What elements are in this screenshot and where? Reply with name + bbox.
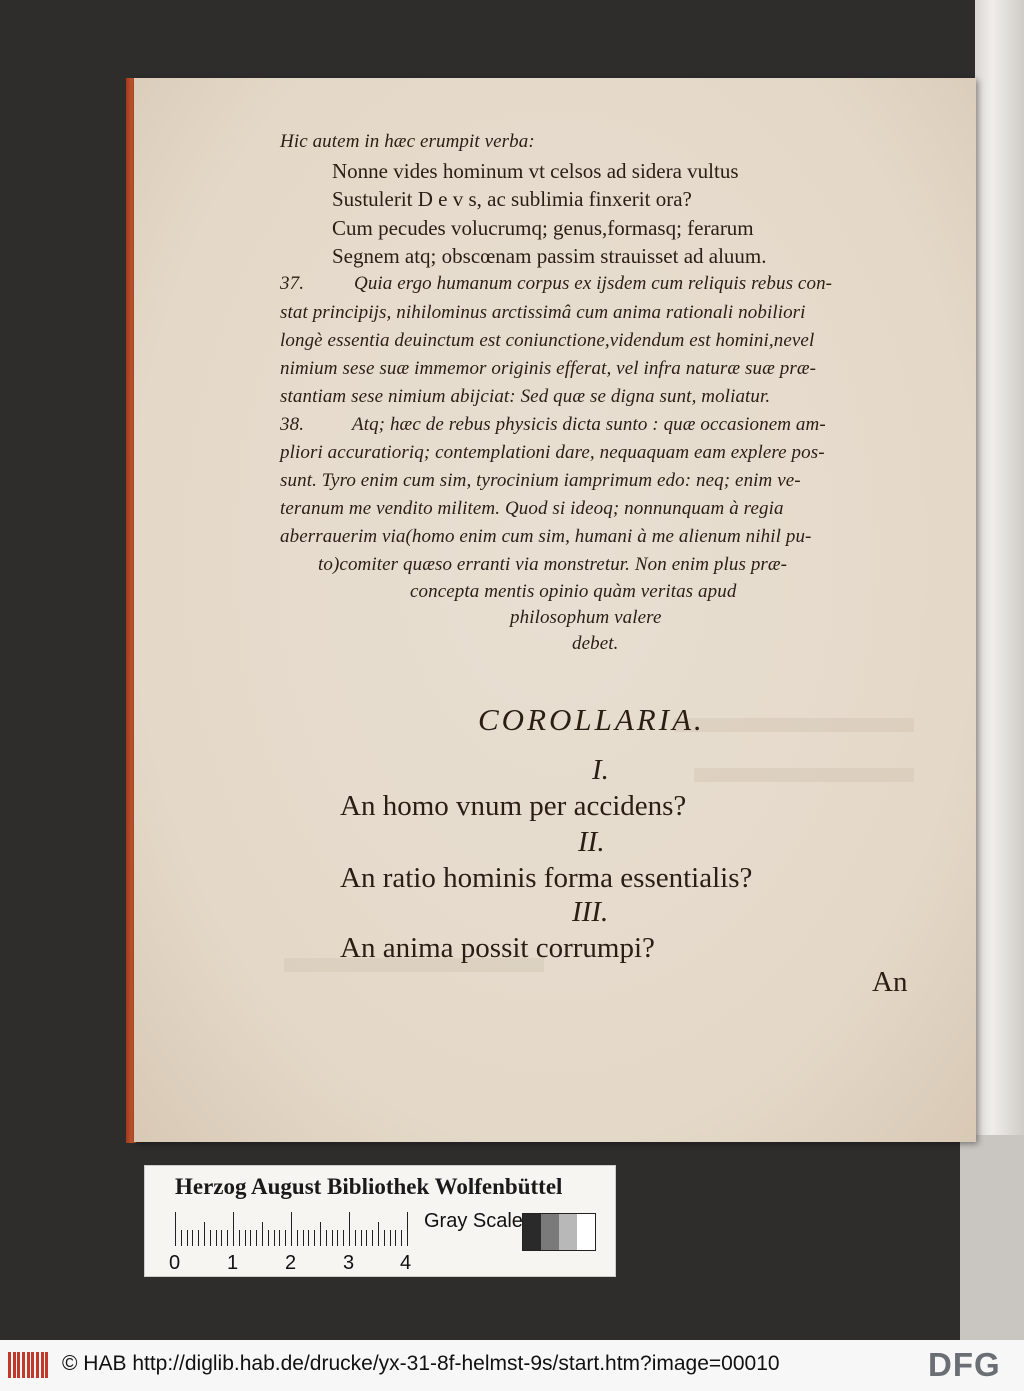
verse-line: Cum pecudes volucrumq; genus,formasq; ferarum xyxy=(332,216,754,240)
gray-swatch-0 xyxy=(523,1214,541,1250)
ruler-tick xyxy=(198,1230,199,1246)
paragraph-line: stantiam sese nimium abijciat: Sed quæ se digna sunt, moliatur. xyxy=(280,386,771,407)
corollary-text: An homo vnum per accidens? xyxy=(340,790,687,822)
ruler-label-1: 1 xyxy=(227,1252,239,1274)
ruler-tick xyxy=(384,1230,385,1246)
ruler-label-3: 3 xyxy=(343,1252,355,1274)
ruler-tick xyxy=(366,1230,367,1246)
dfg-logo: DFG xyxy=(928,1346,1001,1383)
ruler-label-4: 4 xyxy=(400,1252,412,1274)
paragraph-line: nimium sese suæ immemor originis efferat, vel infra naturæ suæ præ- xyxy=(280,358,817,379)
ruler-tick xyxy=(210,1230,211,1246)
ruler-tick xyxy=(227,1230,228,1246)
ruler-tick xyxy=(378,1222,379,1246)
ruler-tick xyxy=(337,1230,338,1246)
ruler-label-0: 0 xyxy=(169,1252,181,1274)
footer-bar xyxy=(0,1340,1024,1391)
barcode-bar xyxy=(27,1352,30,1378)
ruler-tick xyxy=(361,1230,362,1246)
barcode-bar xyxy=(45,1352,48,1378)
ruler-tick xyxy=(285,1230,286,1246)
copyright-url[interactable]: © HAB http://diglib.hab.de/drucke/yx-31-8f-helmst-9s/start.htm?image=00010 xyxy=(62,1352,780,1375)
barcode-bar xyxy=(17,1352,20,1378)
gray-swatch-1 xyxy=(541,1214,559,1250)
gray-swatch-3 xyxy=(577,1214,595,1250)
ruler-tick xyxy=(192,1230,193,1246)
ruler-tick xyxy=(355,1230,356,1246)
intro-line: Hic autem in hæc erumpit verba: xyxy=(280,131,535,152)
show-through-smudge xyxy=(674,718,914,732)
paragraph-line: stat principijs, nihilominus arctissimâ cum anima rationali nobiliori xyxy=(280,302,806,323)
paragraph-line: debet. xyxy=(572,633,619,654)
barcode-bar xyxy=(36,1352,39,1378)
ruler-tick xyxy=(314,1230,315,1246)
ruler-tick xyxy=(291,1212,292,1246)
paragraph-line: to)comiter quæso erranti via monstretur. Non enim plus præ- xyxy=(318,554,788,575)
ruler-tick xyxy=(221,1230,222,1246)
paragraph-line: teranum me vendito militem. Quod si ideoq; nonnunquam à regia xyxy=(280,498,784,519)
ruler-tick xyxy=(239,1230,240,1246)
ruler-tick xyxy=(268,1230,269,1246)
paragraph-line: Atq; hæc de rebus physicis dicta sunto : quæ occasionem am- xyxy=(352,414,826,435)
ruler-tick xyxy=(308,1230,309,1246)
ruler-tick xyxy=(187,1230,188,1246)
barcode-icon xyxy=(8,1352,48,1378)
ruler-tick xyxy=(256,1230,257,1246)
ruler-tick xyxy=(274,1230,275,1246)
catchword: An xyxy=(872,966,908,998)
ruler-tick xyxy=(326,1230,327,1246)
ruler-tick xyxy=(320,1222,321,1246)
ruler-tick xyxy=(233,1212,234,1246)
ruler-tick xyxy=(181,1230,182,1246)
paragraph-line: philosophum valere xyxy=(510,607,662,628)
scanner-background-corner xyxy=(960,1135,1024,1340)
ruler-label-2: 2 xyxy=(285,1252,297,1274)
ruler-tick xyxy=(216,1230,217,1246)
ruler-tick xyxy=(401,1230,402,1246)
barcode-bar xyxy=(31,1352,34,1378)
paragraph-line: longè essentia deuinctum est coniunctione,videndum est homini,nevel xyxy=(280,330,815,351)
section-number: 38. xyxy=(280,414,305,435)
ruler-tick xyxy=(395,1230,396,1246)
ruler-tick xyxy=(297,1230,298,1246)
paragraph-line: sunt. Tyro enim cum sim, tyrocinium iamprimum edo: neq; enim ve- xyxy=(280,470,801,491)
barcode-bar xyxy=(22,1352,25,1378)
ruler-tick xyxy=(390,1230,391,1246)
paragraph-line: aberrauerim via(homo enim cum sim, humani à me alienum nihil pu- xyxy=(280,526,812,547)
corollary-number: II. xyxy=(578,826,605,858)
ruler-tick xyxy=(245,1230,246,1246)
ruler-tick xyxy=(407,1212,408,1246)
ruler-tick xyxy=(279,1230,280,1246)
ruler-tick xyxy=(175,1212,176,1246)
library-name: Herzog August Bibliothek Wolfenbüttel xyxy=(175,1174,563,1199)
paragraph-line: concepta mentis opinio quàm veritas apud xyxy=(410,581,737,602)
ruler-tick xyxy=(343,1230,344,1246)
barcode-bar xyxy=(13,1352,16,1378)
ruler-scale xyxy=(175,1212,411,1246)
corollary-text: An anima possit corrumpi? xyxy=(340,932,655,964)
corollaria-heading: COROLLARIA. xyxy=(478,702,705,737)
verse-line: Nonne vides hominum vt celsos ad sidera vultus xyxy=(332,159,739,183)
ruler-tick xyxy=(262,1222,263,1246)
verse-line: Sustulerit D e v s, ac sublimia finxerit ora? xyxy=(332,187,692,211)
ruler-tick xyxy=(250,1230,251,1246)
gray-scale-swatches xyxy=(522,1213,596,1251)
corollary-number: I. xyxy=(592,754,609,786)
section-number: 37. xyxy=(280,273,305,294)
ruler-tick xyxy=(303,1230,304,1246)
paragraph-line: Quia ergo humanum corpus ex ijsdem cum reliquis rebus con- xyxy=(354,273,833,294)
barcode-bar xyxy=(41,1352,44,1378)
ruler-tick xyxy=(332,1230,333,1246)
corollary-number: III. xyxy=(572,896,609,928)
corollary-text: An ratio hominis forma essentialis? xyxy=(340,862,753,894)
gray-swatch-2 xyxy=(559,1214,577,1250)
barcode-bar xyxy=(8,1352,11,1378)
verse-line: Segnem atq; obscœnam passim strauisset ad aluum. xyxy=(332,244,767,268)
ruler-tick xyxy=(204,1222,205,1246)
gray-scale-label: Gray Scale xyxy=(424,1210,523,1232)
show-through-smudge xyxy=(694,768,914,782)
ruler-tick xyxy=(372,1230,373,1246)
paragraph-line: pliori accuratioriq; contemplationi dare, nequaquam eam explere pos- xyxy=(280,442,825,463)
ruler-tick xyxy=(349,1212,350,1246)
